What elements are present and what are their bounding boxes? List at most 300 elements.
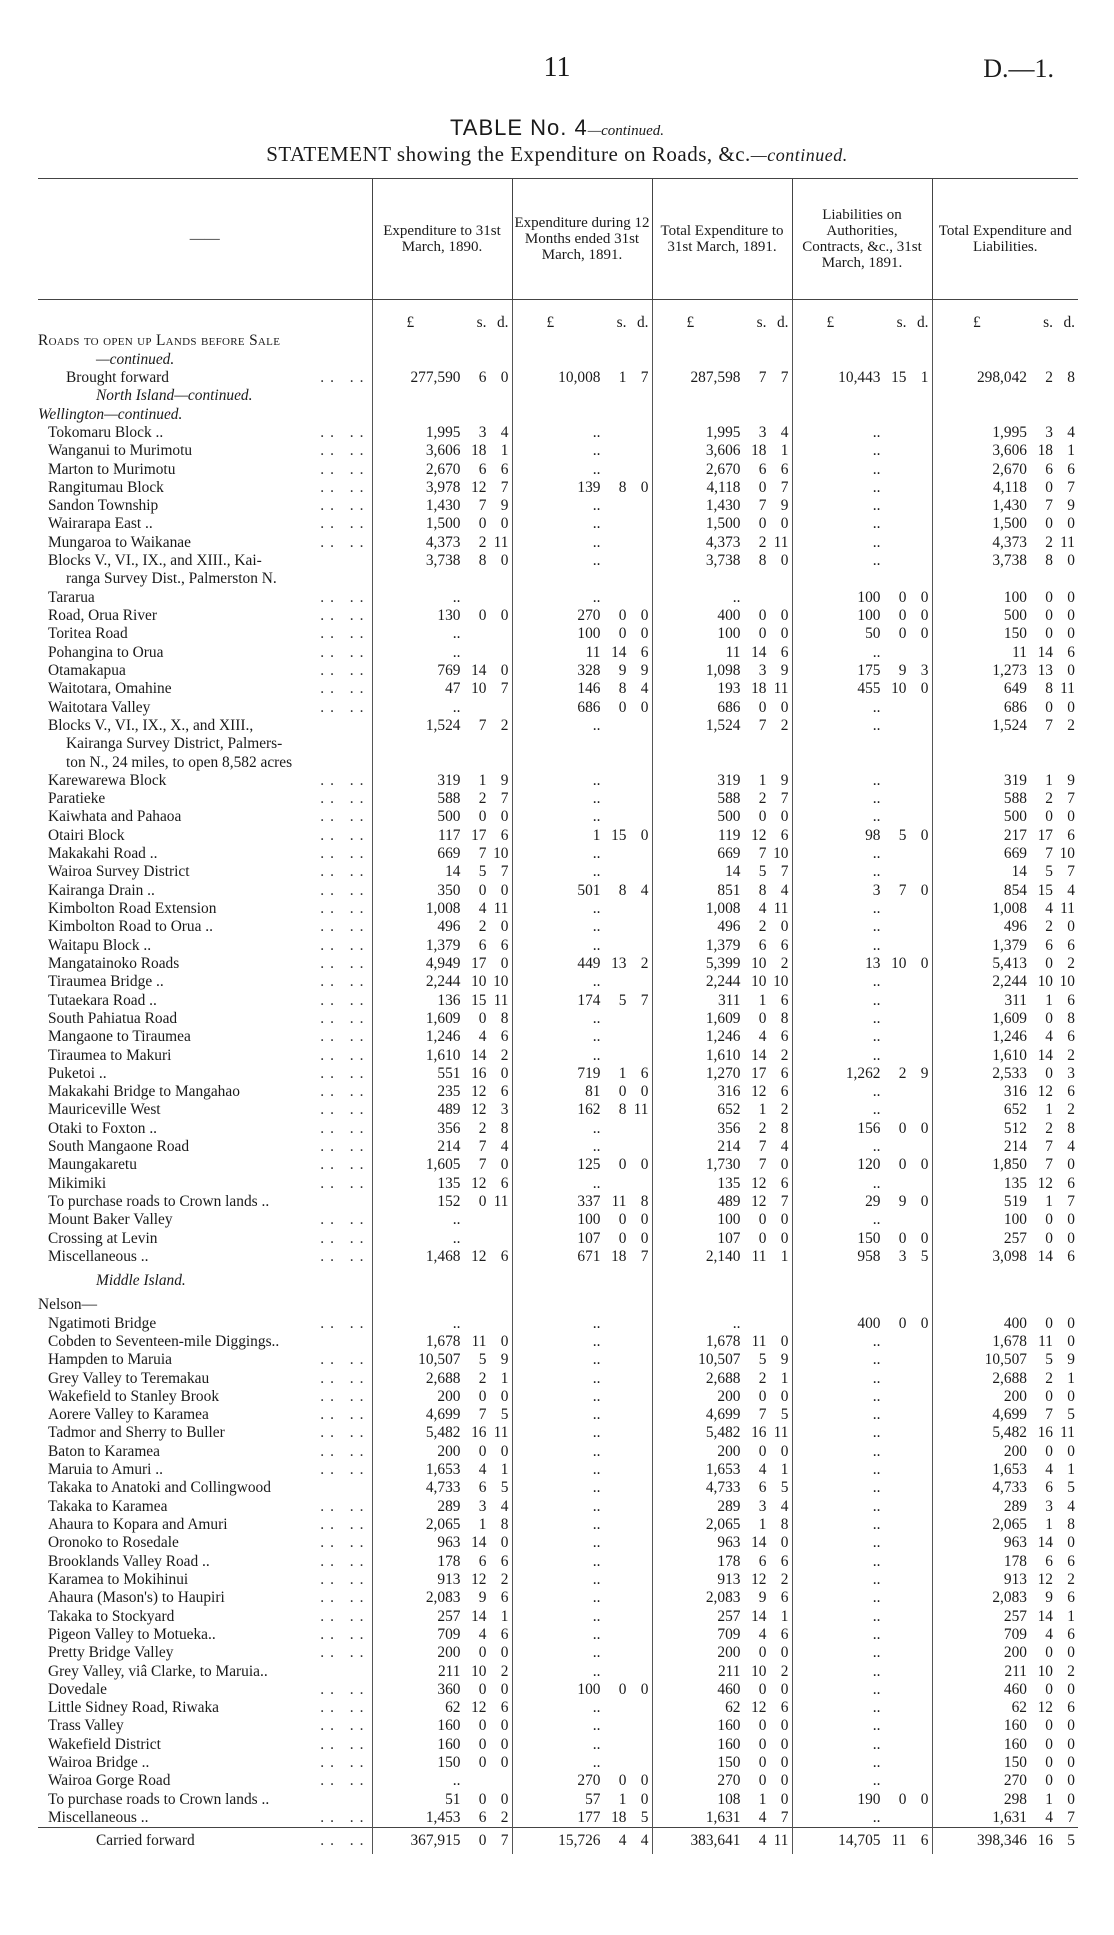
shillings-value: 2 — [478, 790, 487, 808]
amount-cell — [792, 1156, 932, 1174]
row-label-text: Carried forward — [96, 1832, 195, 1850]
shillings-value: 5 — [618, 991, 627, 1009]
amount-cell — [372, 827, 512, 845]
amount-cell — [372, 1266, 512, 1296]
shillings-value: 0 — [758, 1717, 767, 1735]
nil-marker: .. — [592, 1552, 601, 1570]
pence-value: 7 — [500, 1832, 509, 1850]
row-label-text: Waitapu Block .. — [48, 936, 152, 954]
row-label — [38, 625, 372, 643]
shillings-value: 6 — [1045, 460, 1053, 478]
pence-value: 6 — [1067, 1589, 1075, 1607]
amount-cell — [792, 1315, 932, 1333]
leader-dots: .. .. — [320, 1424, 370, 1442]
table-row — [38, 1424, 1078, 1442]
pounds-value: 501 — [577, 881, 601, 899]
pounds-value: 14 — [445, 863, 461, 881]
nil-marker: .. — [872, 900, 881, 917]
shillings-value: 3 — [478, 423, 487, 441]
amount-cell — [652, 1626, 792, 1644]
nil-marker: .. — [872, 1699, 881, 1717]
table-row — [38, 1717, 1078, 1735]
units-cell — [372, 300, 512, 333]
amount-cell — [372, 662, 512, 680]
amount-cell — [372, 570, 512, 588]
row-label-text: Wanganui to Murimotu — [48, 442, 193, 460]
pence-value: 0 — [500, 1754, 509, 1772]
row-label — [38, 1065, 372, 1083]
amount-cell — [652, 1010, 792, 1028]
amount-cell — [372, 534, 512, 552]
pence-value: 0 — [500, 954, 509, 972]
pounds-value: 2,065 — [705, 1516, 741, 1533]
row-label-text: Marton to Murimotu — [48, 460, 176, 478]
pence-value: 4 — [780, 881, 789, 899]
shillings-value: 16 — [1037, 1832, 1053, 1850]
pounds-value: 14 — [725, 863, 741, 881]
amount-cell — [932, 662, 1078, 680]
row-label — [38, 735, 372, 753]
shillings-value: 14 — [1037, 1046, 1053, 1064]
nil-marker: .. — [872, 1406, 881, 1424]
pounds-value: 496 — [1003, 918, 1027, 936]
pence-value: 9 — [780, 771, 789, 789]
pence-value: 11 — [773, 900, 789, 917]
amount-cell — [372, 1406, 512, 1424]
table-row — [38, 1443, 1078, 1461]
pounds-value: 235 — [437, 1083, 461, 1101]
nil-marker: .. — [872, 973, 881, 991]
nil-marker: .. — [592, 515, 601, 533]
pounds-value: 1,262 — [845, 1064, 881, 1082]
table-row — [38, 1351, 1078, 1369]
row-label — [38, 1608, 372, 1626]
pence-value: 4 — [780, 1497, 789, 1515]
amount-cell — [512, 992, 652, 1010]
amount-cell — [792, 699, 932, 717]
row-label — [38, 1736, 372, 1754]
amount-cell — [512, 479, 652, 497]
amount-cell — [932, 1047, 1078, 1065]
shillings-value: 5 — [758, 1351, 767, 1369]
pounds-value: 4,733 — [992, 1479, 1027, 1497]
shillings-value: 12 — [751, 826, 767, 844]
pence-value: 0 — [1067, 1314, 1075, 1332]
amount-cell — [512, 1717, 652, 1735]
row-label — [38, 754, 372, 772]
pounds-value: 769 — [437, 661, 461, 679]
pence-value: 6 — [640, 643, 649, 661]
pounds-value: 47 — [445, 680, 461, 698]
leader-dots: .. .. — [320, 771, 370, 789]
pence-value: 1 — [1067, 1461, 1075, 1479]
pence-value: 10 — [1059, 973, 1075, 991]
amount-cell — [512, 1010, 652, 1028]
pence-value: 11 — [773, 1832, 789, 1850]
pounds-value: 4,118 — [706, 478, 741, 496]
amount-cell — [372, 1553, 512, 1571]
pence-value: 2 — [500, 1046, 509, 1064]
pence-value: 8 — [1067, 1516, 1075, 1533]
shillings-value: 11 — [751, 1247, 767, 1265]
leader-dots: .. .. — [320, 918, 370, 936]
pounds-value: 588 — [437, 790, 461, 808]
pence-value: 6 — [780, 1174, 789, 1192]
amount-cell — [372, 1516, 512, 1534]
pence-value: 0 — [1067, 1717, 1075, 1735]
row-label — [38, 1571, 372, 1589]
nil-marker: .. — [872, 1644, 881, 1662]
shillings-value: 6 — [478, 1809, 487, 1826]
row-label-text: Aorere Valley to Karamea — [48, 1406, 209, 1424]
table-row — [38, 717, 1078, 735]
nil-marker: .. — [592, 1497, 601, 1515]
leader-dots: .. .. — [320, 1211, 370, 1229]
amount-cell — [512, 1571, 652, 1589]
shillings-value: 0 — [618, 1772, 627, 1790]
pence-value: 0 — [780, 515, 789, 533]
pence-value: 9 — [780, 1351, 789, 1369]
shillings-value: 0 — [898, 1156, 907, 1174]
nil-marker: .. — [592, 1461, 601, 1479]
pence-value: 0 — [920, 881, 929, 899]
shillings-value: 0 — [618, 698, 627, 716]
amount-cell — [792, 461, 932, 479]
amount-cell — [512, 1644, 652, 1662]
amount-cell — [792, 369, 932, 387]
leader-dots: .. .. — [320, 1314, 370, 1332]
row-label-text: Tutaekara Road .. — [48, 991, 157, 1009]
pence-value: 6 — [780, 643, 789, 661]
shillings-value: 0 — [1045, 1680, 1053, 1698]
row-label — [38, 1754, 372, 1772]
pence-value: 11 — [1060, 1424, 1075, 1442]
pence-value: 7 — [780, 368, 789, 386]
pence-value: 11 — [493, 991, 509, 1009]
amount-cell — [792, 863, 932, 881]
pounds-value: 1,678 — [425, 1332, 461, 1350]
amount-cell — [792, 1211, 932, 1229]
table-row — [38, 369, 1078, 387]
shillings-value: 18 — [751, 680, 767, 698]
pence-value: 5 — [640, 1809, 649, 1826]
table-row — [38, 1772, 1078, 1790]
pounds-value: 3,738 — [705, 552, 741, 570]
pence-value: 0 — [1067, 1229, 1075, 1247]
shillings-value: 2 — [1045, 918, 1053, 936]
pence-value: 6 — [500, 1247, 509, 1265]
pence-value: 6 — [780, 1625, 789, 1643]
pounds-value: 4,373 — [425, 533, 461, 551]
pence-value: 0 — [1067, 1534, 1075, 1552]
shillings-value: 4 — [478, 900, 487, 917]
shillings-value: 1 — [618, 368, 627, 386]
pence-value: 6 — [1067, 1699, 1075, 1717]
pounds-value: 854 — [1003, 881, 1027, 899]
pence-value: 0 — [500, 515, 509, 533]
shillings-value: 12 — [751, 1083, 767, 1101]
pence-value: 8 — [500, 1516, 509, 1533]
amount-cell — [372, 644, 512, 662]
shillings-value: 1 — [478, 771, 487, 789]
pounds-value: 311 — [1004, 991, 1027, 1009]
amount-cell — [512, 1175, 652, 1193]
pounds-value: 350 — [437, 881, 461, 899]
pence-value: 10 — [773, 973, 789, 991]
shillings-value: 12 — [471, 1101, 487, 1119]
amount-cell — [932, 1351, 1078, 1369]
amount-cell — [932, 1589, 1078, 1607]
amount-cell — [932, 351, 1078, 369]
pounds-value: 1,609 — [705, 1009, 741, 1027]
amount-cell — [932, 1571, 1078, 1589]
amount-cell — [652, 992, 792, 1010]
shilling-unit: s. — [1043, 314, 1053, 331]
pence-value: 2 — [1067, 954, 1075, 972]
pence-value: 0 — [1067, 625, 1075, 643]
amount-cell — [652, 1443, 792, 1461]
shillings-value: 4 — [478, 1461, 487, 1479]
pounds-value: 125 — [577, 1156, 601, 1174]
shillings-value: 0 — [898, 1314, 907, 1332]
amount-cell — [932, 1065, 1078, 1083]
amount-cell — [512, 699, 652, 717]
row-label-text: Tadmor and Sherry to Buller — [48, 1424, 225, 1442]
amount-cell — [932, 625, 1078, 643]
leader-dots: .. .. — [320, 1552, 370, 1570]
pence-value: 6 — [500, 460, 509, 478]
amount-cell — [512, 442, 652, 460]
row-label — [38, 992, 372, 1010]
shillings-value: 4 — [758, 1461, 767, 1479]
amount-cell — [372, 1809, 512, 1828]
amount-cell — [792, 387, 932, 405]
shillings-value: 15 — [611, 826, 627, 844]
pounds-value: 150 — [1003, 1754, 1027, 1772]
pence-value: 5 — [780, 1406, 789, 1424]
pound-unit: £ — [406, 314, 415, 331]
shillings-value: 8 — [1045, 680, 1053, 698]
pounds-value: 175 — [857, 661, 881, 679]
leader-dots: .. .. — [320, 1156, 370, 1174]
shillings-value: 1 — [478, 1516, 487, 1533]
table-row — [38, 1553, 1078, 1571]
pence-value: 4 — [780, 1138, 789, 1156]
row-label-text: Pretty Bridge Valley — [48, 1644, 174, 1662]
row-label — [38, 497, 372, 515]
row-label — [38, 1424, 372, 1442]
amount-cell — [372, 772, 512, 790]
table-row — [38, 1156, 1078, 1174]
amount-cell — [792, 973, 932, 991]
pounds-value: 117 — [437, 826, 461, 844]
pounds-value: 319 — [437, 771, 461, 789]
pence-value: 0 — [1067, 1754, 1075, 1772]
shillings-value: 14 — [1037, 1247, 1053, 1265]
pence-value: 0 — [500, 918, 509, 936]
pence-value: 1 — [500, 1369, 509, 1387]
amount-cell — [372, 461, 512, 479]
pounds-value: 1,379 — [425, 936, 461, 954]
amount-cell — [652, 1315, 792, 1333]
pounds-value: 15,726 — [558, 1832, 601, 1850]
shillings-value: 5 — [1045, 1351, 1053, 1369]
shillings-value: 0 — [478, 1387, 487, 1405]
amount-cell — [792, 1754, 932, 1772]
row-label-text: Takaka to Anatoki and Collingwood — [48, 1479, 271, 1497]
row-label — [38, 790, 372, 808]
row-label-text: Maruia to Amuri .. — [48, 1461, 163, 1479]
amount-cell — [652, 387, 792, 405]
table-row — [38, 1498, 1078, 1516]
shillings-value: 17 — [1037, 826, 1053, 844]
amount-cell — [652, 442, 792, 460]
shillings-value: 0 — [758, 1442, 767, 1460]
amount-cell — [372, 1010, 512, 1028]
shillings-value: 0 — [898, 588, 907, 606]
row-label — [38, 1443, 372, 1461]
amount-cell — [792, 1443, 932, 1461]
amount-cell — [932, 717, 1078, 735]
row-label-text: Kimbolton Road Extension — [48, 900, 217, 917]
row-label-text: Otamakapua — [48, 661, 126, 679]
amount-cell — [792, 900, 932, 918]
pounds-value: 2,688 — [705, 1369, 741, 1387]
pounds-value: 257 — [717, 1607, 741, 1625]
pounds-value: 4,373 — [705, 533, 741, 551]
pounds-value: 4,373 — [992, 533, 1027, 551]
pounds-value: 4,699 — [992, 1406, 1027, 1424]
row-label-text: Otairi Block — [48, 826, 125, 844]
shillings-value: 0 — [478, 808, 487, 826]
shillings-value: 7 — [478, 845, 487, 863]
pounds-value: 14 — [1011, 863, 1027, 881]
shillings-value: 7 — [478, 497, 487, 515]
shillings-value: 14 — [751, 1534, 767, 1552]
shillings-value: 0 — [478, 607, 487, 624]
pounds-value: 2,065 — [992, 1516, 1027, 1533]
shillings-value: 0 — [758, 1229, 767, 1247]
nil-marker: .. — [592, 1516, 601, 1533]
row-label-text: Middle Island. — [96, 1272, 186, 1290]
pence-value: 4 — [1067, 1497, 1075, 1515]
shillings-value: 0 — [1045, 1314, 1053, 1332]
pounds-value: 200 — [437, 1387, 461, 1405]
pounds-value: 139 — [577, 478, 601, 496]
amount-cell — [372, 424, 512, 442]
amount-cell — [512, 1101, 652, 1119]
shillings-value: 12 — [751, 1699, 767, 1717]
shillings-value: 3 — [898, 1247, 907, 1265]
row-label-text: Kaiwhata and Pahaoa — [48, 808, 182, 826]
nil-marker: .. — [592, 497, 601, 515]
pounds-value: 649 — [1003, 680, 1027, 698]
amount-cell — [652, 1101, 792, 1119]
amount-cell — [792, 754, 932, 772]
shillings-value: 7 — [478, 716, 487, 734]
pounds-value: 1,730 — [705, 1156, 741, 1174]
amount-cell — [932, 644, 1078, 662]
leader-dots: .. .. — [320, 1497, 370, 1515]
nil-marker: .. — [452, 698, 461, 716]
pounds-value: 1,270 — [705, 1064, 741, 1082]
nil-marker: .. — [592, 533, 601, 551]
table-row — [38, 1120, 1078, 1138]
nil-marker: .. — [872, 1680, 881, 1698]
nil-marker: .. — [592, 1369, 601, 1387]
shillings-value: 13 — [611, 954, 627, 972]
pence-value: 6 — [500, 1083, 509, 1101]
table-row — [38, 1230, 1078, 1248]
pounds-value: 190 — [857, 1790, 881, 1808]
table-title — [0, 115, 1114, 141]
amount-cell — [512, 1809, 652, 1828]
table-row — [38, 1388, 1078, 1406]
row-label — [38, 1230, 372, 1248]
amount-cell — [372, 1736, 512, 1754]
table-row — [38, 387, 1078, 405]
shillings-value: 3 — [1045, 423, 1053, 441]
row-label — [38, 882, 372, 900]
amount-cell — [512, 1351, 652, 1369]
pounds-value: 669 — [437, 845, 461, 863]
table-row — [38, 1370, 1078, 1388]
amount-cell — [512, 1516, 652, 1534]
pence-value: 4 — [500, 1497, 509, 1515]
pounds-value: 100 — [577, 1211, 601, 1229]
shillings-value: 6 — [478, 1552, 487, 1570]
amount-cell — [792, 1138, 932, 1156]
pounds-value: 686 — [577, 698, 601, 716]
pounds-value: 588 — [717, 790, 741, 808]
nil-marker: .. — [872, 1497, 881, 1515]
pence-value: 0 — [780, 918, 789, 936]
nil-marker: .. — [872, 845, 881, 863]
row-label — [38, 1406, 372, 1424]
nil-marker: .. — [872, 716, 881, 734]
nil-marker: .. — [592, 1589, 601, 1607]
pounds-value: 709 — [717, 1625, 741, 1643]
pounds-value: 62 — [445, 1699, 461, 1717]
pounds-value: 200 — [1003, 1387, 1027, 1405]
pounds-value: 400 — [717, 607, 741, 624]
nil-marker: .. — [592, 863, 601, 881]
pounds-value: 135 — [1003, 1174, 1027, 1192]
nil-marker: .. — [872, 1387, 881, 1405]
leader-dots: .. .. — [320, 1461, 370, 1479]
amount-cell — [372, 845, 512, 863]
amount-cell — [512, 1156, 652, 1174]
shillings-value: 6 — [478, 368, 487, 386]
shillings-value: 2 — [478, 533, 487, 551]
row-label — [38, 442, 372, 460]
amount-cell — [792, 882, 932, 900]
pounds-value: 146 — [577, 680, 601, 698]
row-label — [38, 1626, 372, 1644]
table-row — [38, 534, 1078, 552]
amount-cell — [512, 827, 652, 845]
pounds-value: 200 — [717, 1644, 741, 1662]
row-label — [38, 1120, 372, 1138]
amount-cell — [372, 1754, 512, 1772]
nil-marker: .. — [872, 1028, 881, 1046]
pounds-value: 1,678 — [705, 1332, 741, 1350]
amount-cell — [792, 790, 932, 808]
pounds-value: 2,533 — [992, 1064, 1027, 1082]
amount-cell — [932, 1663, 1078, 1681]
amount-cell — [372, 332, 512, 350]
nil-marker: .. — [732, 1314, 741, 1332]
